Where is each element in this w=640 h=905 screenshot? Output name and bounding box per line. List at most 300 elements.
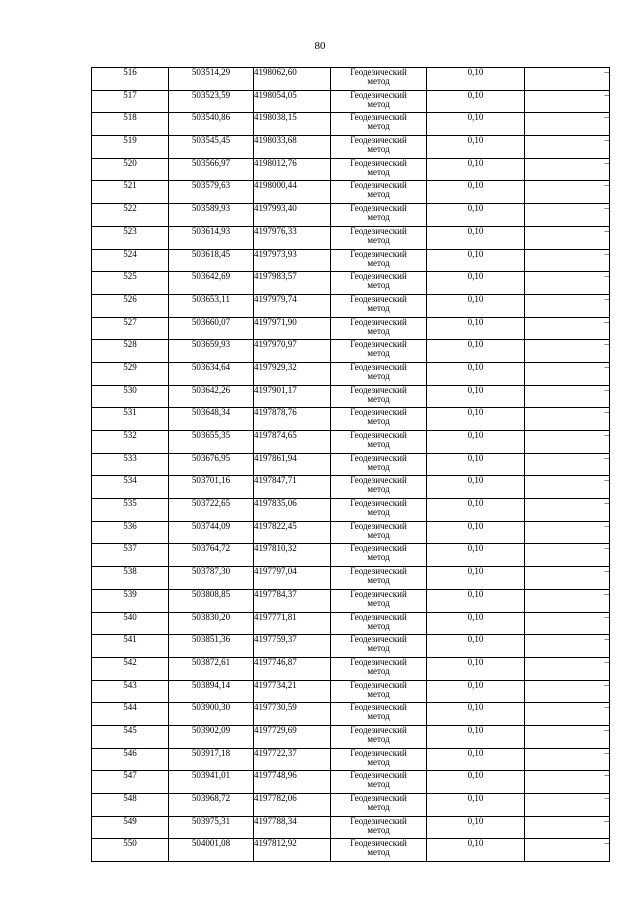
method-line-1: Геодезический xyxy=(350,135,407,146)
y-coordinate-cell: 4197973,93 xyxy=(254,249,331,272)
method-line-1: Геодезический xyxy=(350,430,407,440)
method-line-1: Геодезический xyxy=(350,770,407,781)
y-coordinate-cell: 4197971,90 xyxy=(254,317,331,340)
method-line-2: метод xyxy=(367,121,390,132)
x-coordinate-cell: 503764,72 xyxy=(169,544,254,567)
x-coordinate-cell: 503642,69 xyxy=(169,272,254,295)
method-cell xyxy=(331,272,427,295)
method-line-1: Геодезический xyxy=(350,634,407,645)
accuracy-cell: 0,10 xyxy=(427,635,525,658)
y-coordinate-cell: 4198012,76 xyxy=(254,158,331,181)
x-coordinate-cell: 503589,93 xyxy=(169,204,254,227)
table-row xyxy=(92,521,610,544)
y-coordinate-cell: 4197759,37 xyxy=(254,635,331,658)
method-cell xyxy=(331,317,427,340)
method-cell xyxy=(331,385,427,408)
x-coordinate-cell: 503787,30 xyxy=(169,567,254,590)
method-line-1: Геодезический xyxy=(350,112,407,123)
y-coordinate-cell: 4197734,21 xyxy=(254,680,331,703)
method-line-1: Геодезический xyxy=(350,294,407,304)
x-coordinate-cell: 503872,61 xyxy=(169,657,254,680)
method-line-2: метод xyxy=(367,711,390,722)
method-line-2: метод xyxy=(367,779,390,790)
method-line-1: Геодезический xyxy=(350,203,407,214)
method-cell xyxy=(331,499,427,522)
note-cell: – xyxy=(525,181,610,204)
x-coordinate-cell: 503642,26 xyxy=(169,385,254,408)
method-cell xyxy=(331,68,427,91)
point-number-cell: 530 xyxy=(92,385,169,408)
accuracy-cell: 0,10 xyxy=(427,703,525,726)
y-coordinate-cell: 4197746,87 xyxy=(254,657,331,680)
method-line-1: Геодезический xyxy=(350,748,407,758)
method-cell xyxy=(331,204,427,227)
note-cell: – xyxy=(525,453,610,476)
note-cell: – xyxy=(525,362,610,385)
x-coordinate-cell: 503975,31 xyxy=(169,816,254,839)
table-row xyxy=(92,362,610,385)
point-number-cell: 547 xyxy=(92,771,169,794)
accuracy-cell: 0,10 xyxy=(427,521,525,544)
method-line-2: метод xyxy=(367,144,390,155)
method-line-2: метод xyxy=(367,348,390,359)
table-row xyxy=(92,476,610,499)
y-coordinate-cell: 4197835,06 xyxy=(254,499,331,522)
point-number-cell: 520 xyxy=(92,158,169,181)
accuracy-cell: 0,10 xyxy=(427,431,525,454)
accuracy-cell: 0,10 xyxy=(427,204,525,227)
table-row xyxy=(92,567,610,590)
point-number-cell: 545 xyxy=(92,725,169,748)
method-cell xyxy=(331,136,427,159)
point-number-cell: 529 xyxy=(92,362,169,385)
table-row xyxy=(92,340,610,363)
x-coordinate-cell: 503808,85 xyxy=(169,589,254,612)
note-cell: – xyxy=(525,249,610,272)
accuracy-cell: 0,10 xyxy=(427,612,525,635)
method-line-2: метод xyxy=(367,620,390,631)
point-number-cell: 522 xyxy=(92,204,169,227)
method-line-2: метод xyxy=(367,756,390,767)
note-cell: – xyxy=(525,748,610,771)
point-number-cell: 536 xyxy=(92,521,169,544)
method-line-2: метод xyxy=(367,166,390,177)
method-cell xyxy=(331,771,427,794)
method-line-2: метод xyxy=(367,257,390,268)
y-coordinate-cell: 4198038,15 xyxy=(254,113,331,136)
y-coordinate-cell: 4197901,17 xyxy=(254,385,331,408)
method-line-1: Геодезический xyxy=(350,226,407,236)
x-coordinate-cell: 503701,16 xyxy=(169,476,254,499)
point-number-cell: 533 xyxy=(92,453,169,476)
method-cell xyxy=(331,680,427,703)
method-cell xyxy=(331,794,427,817)
method-line-1: Геодезический xyxy=(350,362,407,372)
accuracy-cell: 0,10 xyxy=(427,476,525,499)
point-number-cell: 549 xyxy=(92,816,169,839)
table-row xyxy=(92,771,610,794)
method-line-2: метод xyxy=(367,393,390,404)
method-cell xyxy=(331,567,427,590)
note-cell: – xyxy=(525,499,610,522)
method-line-1: Геодезический xyxy=(350,90,407,100)
x-coordinate-cell: 503659,93 xyxy=(169,340,254,363)
y-coordinate-cell: 4197983,57 xyxy=(254,272,331,295)
note-cell: – xyxy=(525,771,610,794)
x-coordinate-cell: 503540,86 xyxy=(169,113,254,136)
point-number-cell: 524 xyxy=(92,249,169,272)
method-line-1: Геодезический xyxy=(350,725,407,735)
method-line-2: метод xyxy=(367,552,390,563)
method-line-1: Геодезический xyxy=(350,317,407,327)
method-line-2: метод xyxy=(367,847,390,858)
method-line-2: метод xyxy=(367,529,390,540)
x-coordinate-cell: 503514,29 xyxy=(169,68,254,91)
table-row xyxy=(92,181,610,204)
note-cell: – xyxy=(525,68,610,91)
x-coordinate-cell: 503648,34 xyxy=(169,408,254,431)
point-number-cell: 527 xyxy=(92,317,169,340)
method-line-1: Геодезический xyxy=(350,612,407,622)
table-row xyxy=(92,635,610,658)
method-cell xyxy=(331,408,427,431)
method-line-1: Геодезический xyxy=(350,793,407,803)
note-cell: – xyxy=(525,839,610,862)
note-cell: – xyxy=(525,204,610,227)
accuracy-cell: 0,10 xyxy=(427,249,525,272)
accuracy-cell: 0,10 xyxy=(427,136,525,159)
method-line-1: Геодезический xyxy=(350,543,407,554)
table-row xyxy=(92,317,610,340)
x-coordinate-cell: 503941,01 xyxy=(169,771,254,794)
note-cell: – xyxy=(525,635,610,658)
method-line-1: Геодезический xyxy=(350,271,407,282)
note-cell: – xyxy=(525,816,610,839)
method-line-2: метод xyxy=(367,507,390,518)
point-number-cell: 539 xyxy=(92,589,169,612)
method-cell xyxy=(331,249,427,272)
accuracy-cell: 0,10 xyxy=(427,158,525,181)
note-cell: – xyxy=(525,226,610,249)
method-line-1: Геодезический xyxy=(350,475,407,486)
note-cell: – xyxy=(525,657,610,680)
table-row xyxy=(92,431,610,454)
accuracy-cell: 0,10 xyxy=(427,181,525,204)
accuracy-cell: 0,10 xyxy=(427,362,525,385)
table-row xyxy=(92,408,610,431)
method-cell xyxy=(331,294,427,317)
note-cell: – xyxy=(525,408,610,431)
note-cell: – xyxy=(525,794,610,817)
method-line-1: Геодезический xyxy=(350,498,407,509)
accuracy-cell: 0,10 xyxy=(427,725,525,748)
y-coordinate-cell: 4197810,32 xyxy=(254,544,331,567)
method-line-1: Геодезический xyxy=(350,67,407,77)
accuracy-cell: 0,10 xyxy=(427,567,525,590)
table-row xyxy=(92,272,610,295)
note-cell: – xyxy=(525,544,610,567)
method-line-1: Геодезический xyxy=(350,180,407,191)
method-cell xyxy=(331,158,427,181)
table-row xyxy=(92,499,610,522)
method-cell xyxy=(331,521,427,544)
y-coordinate-cell: 4197748,96 xyxy=(254,771,331,794)
x-coordinate-cell: 503744,09 xyxy=(169,521,254,544)
note-cell: – xyxy=(525,521,610,544)
accuracy-cell: 0,10 xyxy=(427,340,525,363)
accuracy-cell: 0,10 xyxy=(427,748,525,771)
x-coordinate-cell: 503830,20 xyxy=(169,612,254,635)
method-cell xyxy=(331,226,427,249)
table-row xyxy=(92,748,610,771)
y-coordinate-cell: 4197874,65 xyxy=(254,431,331,454)
method-cell xyxy=(331,113,427,136)
table-row xyxy=(92,794,610,817)
method-line-2: метод xyxy=(367,189,390,200)
method-line-1: Геодезический xyxy=(350,566,407,577)
note-cell: – xyxy=(525,340,610,363)
method-cell xyxy=(331,476,427,499)
accuracy-cell: 0,10 xyxy=(427,816,525,839)
y-coordinate-cell: 4197993,40 xyxy=(254,204,331,227)
y-coordinate-cell: 4197979,74 xyxy=(254,294,331,317)
note-cell: – xyxy=(525,567,610,590)
method-cell xyxy=(331,431,427,454)
y-coordinate-cell: 4197729,69 xyxy=(254,725,331,748)
x-coordinate-cell: 503618,45 xyxy=(169,249,254,272)
table-row xyxy=(92,703,610,726)
table-row xyxy=(92,294,610,317)
y-coordinate-cell: 4198062,60 xyxy=(254,68,331,91)
method-cell xyxy=(331,816,427,839)
x-coordinate-cell: 503614,93 xyxy=(169,226,254,249)
method-line-2: метод xyxy=(367,98,390,109)
method-line-2: метод xyxy=(367,280,390,291)
point-number-cell: 519 xyxy=(92,136,169,159)
method-line-1: Геодезический xyxy=(350,339,407,350)
method-line-1: Геодезический xyxy=(350,385,407,395)
method-cell xyxy=(331,612,427,635)
x-coordinate-cell: 503653,11 xyxy=(169,294,254,317)
method-line-2: метод xyxy=(367,234,390,245)
x-coordinate-cell: 503917,18 xyxy=(169,748,254,771)
accuracy-cell: 0,10 xyxy=(427,839,525,862)
method-line-1: Геодезический xyxy=(350,453,407,463)
accuracy-cell: 0,10 xyxy=(427,385,525,408)
table-row xyxy=(92,204,610,227)
point-number-cell: 521 xyxy=(92,181,169,204)
coordinates-table xyxy=(91,67,610,862)
accuracy-cell: 0,10 xyxy=(427,294,525,317)
method-cell xyxy=(331,635,427,658)
point-number-cell: 548 xyxy=(92,794,169,817)
method-line-1: Геодезический xyxy=(350,838,407,849)
table-row xyxy=(92,544,610,567)
point-number-cell: 546 xyxy=(92,748,169,771)
accuracy-cell: 0,10 xyxy=(427,408,525,431)
y-coordinate-cell: 4197771,81 xyxy=(254,612,331,635)
y-coordinate-cell: 4197861,94 xyxy=(254,453,331,476)
point-number-cell: 550 xyxy=(92,839,169,862)
method-line-1: Геодезический xyxy=(350,407,407,418)
table-row xyxy=(92,68,610,91)
accuracy-cell: 0,10 xyxy=(427,794,525,817)
x-coordinate-cell: 503660,07 xyxy=(169,317,254,340)
table-row xyxy=(92,113,610,136)
method-cell xyxy=(331,657,427,680)
method-line-1: Геодезический xyxy=(350,680,407,690)
table-row xyxy=(92,158,610,181)
note-cell: – xyxy=(525,385,610,408)
point-number-cell: 542 xyxy=(92,657,169,680)
point-number-cell: 516 xyxy=(92,68,169,91)
x-coordinate-cell: 503655,35 xyxy=(169,431,254,454)
point-number-cell: 537 xyxy=(92,544,169,567)
method-cell xyxy=(331,544,427,567)
x-coordinate-cell: 503902,09 xyxy=(169,725,254,748)
method-cell xyxy=(331,703,427,726)
note-cell: – xyxy=(525,136,610,159)
accuracy-cell: 0,10 xyxy=(427,771,525,794)
accuracy-cell: 0,10 xyxy=(427,90,525,113)
y-coordinate-cell: 4198000,44 xyxy=(254,181,331,204)
note-cell: – xyxy=(525,725,610,748)
x-coordinate-cell: 503722,65 xyxy=(169,499,254,522)
method-line-2: метод xyxy=(367,212,390,223)
method-cell xyxy=(331,340,427,363)
note-cell: – xyxy=(525,612,610,635)
method-line-1: Геодезический xyxy=(350,657,407,667)
method-cell xyxy=(331,839,427,862)
method-line-2: метод xyxy=(367,325,390,336)
accuracy-cell: 0,10 xyxy=(427,657,525,680)
y-coordinate-cell: 4197970,97 xyxy=(254,340,331,363)
table-row xyxy=(92,385,610,408)
point-number-cell: 532 xyxy=(92,431,169,454)
point-number-cell: 518 xyxy=(92,113,169,136)
accuracy-cell: 0,10 xyxy=(427,589,525,612)
method-line-2: метод xyxy=(367,824,390,835)
table-row xyxy=(92,839,610,862)
note-cell: – xyxy=(525,317,610,340)
accuracy-cell: 0,10 xyxy=(427,544,525,567)
point-number-cell: 528 xyxy=(92,340,169,363)
note-cell: – xyxy=(525,431,610,454)
note-cell: – xyxy=(525,589,610,612)
point-number-cell: 525 xyxy=(92,272,169,295)
method-cell xyxy=(331,453,427,476)
point-number-cell: 517 xyxy=(92,90,169,113)
method-cell xyxy=(331,362,427,385)
table-row xyxy=(92,90,610,113)
method-line-2: метод xyxy=(367,439,390,449)
note-cell: – xyxy=(525,158,610,181)
method-cell xyxy=(331,181,427,204)
point-number-cell: 535 xyxy=(92,499,169,522)
y-coordinate-cell: 4197797,04 xyxy=(254,567,331,590)
method-line-2: метод xyxy=(367,461,390,472)
x-coordinate-cell: 503894,14 xyxy=(169,680,254,703)
method-line-1: Геодезический xyxy=(350,816,407,826)
method-line-2: метод xyxy=(367,665,390,676)
method-cell xyxy=(331,90,427,113)
point-number-cell: 534 xyxy=(92,476,169,499)
accuracy-cell: 0,10 xyxy=(427,113,525,136)
page-number: 80 xyxy=(314,40,326,52)
table-row xyxy=(92,816,610,839)
note-cell: – xyxy=(525,703,610,726)
method-line-2: метод xyxy=(367,597,390,608)
accuracy-cell: 0,10 xyxy=(427,499,525,522)
y-coordinate-cell: 4197784,37 xyxy=(254,589,331,612)
table-row xyxy=(92,249,610,272)
method-cell xyxy=(331,748,427,771)
note-cell: – xyxy=(525,294,610,317)
method-line-2: метод xyxy=(367,643,390,654)
y-coordinate-cell: 4198054,05 xyxy=(254,90,331,113)
x-coordinate-cell: 503851,36 xyxy=(169,635,254,658)
method-cell xyxy=(331,725,427,748)
method-line-1: Геодезический xyxy=(350,702,407,713)
y-coordinate-cell: 4197976,33 xyxy=(254,226,331,249)
accuracy-cell: 0,10 xyxy=(427,272,525,295)
x-coordinate-cell: 503523,59 xyxy=(169,90,254,113)
method-line-2: метод xyxy=(367,733,390,744)
table-row xyxy=(92,136,610,159)
x-coordinate-cell: 503545,45 xyxy=(169,136,254,159)
note-cell: – xyxy=(525,680,610,703)
method-line-2: метод xyxy=(367,575,390,586)
table-row xyxy=(92,680,610,703)
y-coordinate-cell: 4198033,68 xyxy=(254,136,331,159)
method-line-1: Геодезический xyxy=(350,158,407,168)
accuracy-cell: 0,10 xyxy=(427,317,525,340)
y-coordinate-cell: 4197878,76 xyxy=(254,408,331,431)
point-number-cell: 543 xyxy=(92,680,169,703)
y-coordinate-cell: 4197822,45 xyxy=(254,521,331,544)
y-coordinate-cell: 4197722,37 xyxy=(254,748,331,771)
note-cell: – xyxy=(525,90,610,113)
method-cell xyxy=(331,589,427,612)
x-coordinate-cell: 503579,63 xyxy=(169,181,254,204)
method-line-2: метод xyxy=(367,416,390,427)
accuracy-cell: 0,10 xyxy=(427,226,525,249)
y-coordinate-cell: 4197929,32 xyxy=(254,362,331,385)
method-line-2: метод xyxy=(367,484,390,495)
method-line-1: Геодезический xyxy=(350,249,407,259)
method-line-2: метод xyxy=(367,802,390,812)
point-number-cell: 544 xyxy=(92,703,169,726)
x-coordinate-cell: 503968,72 xyxy=(169,794,254,817)
method-line-2: метод xyxy=(367,688,390,699)
point-number-cell: 541 xyxy=(92,635,169,658)
point-number-cell: 526 xyxy=(92,294,169,317)
point-number-cell: 531 xyxy=(92,408,169,431)
x-coordinate-cell: 503676,95 xyxy=(169,453,254,476)
accuracy-cell: 0,10 xyxy=(427,453,525,476)
note-cell: – xyxy=(525,476,610,499)
note-cell: – xyxy=(525,113,610,136)
method-line-1: Геодезический xyxy=(350,521,407,531)
y-coordinate-cell: 4197782,06 xyxy=(254,794,331,817)
table-row xyxy=(92,725,610,748)
y-coordinate-cell: 4197788,34 xyxy=(254,816,331,839)
x-coordinate-cell: 503900,30 xyxy=(169,703,254,726)
x-coordinate-cell: 503634,64 xyxy=(169,362,254,385)
y-coordinate-cell: 4197730,59 xyxy=(254,703,331,726)
note-cell: – xyxy=(525,272,610,295)
method-line-2: метод xyxy=(367,76,390,86)
